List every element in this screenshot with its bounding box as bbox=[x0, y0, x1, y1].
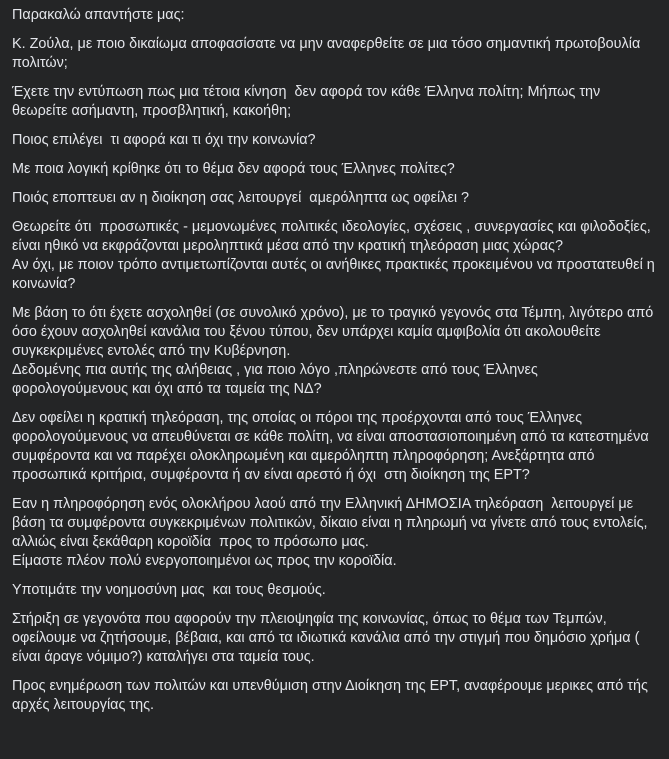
paragraph: Ποιός εποπτευει αν η διοίκηση σας λειτουργεί αμερόληπτα ως οφείλει ? bbox=[12, 190, 470, 206]
paragraph: Στήριξη σε γεγονότα που αφορούν την πλειοψηφία της κοινωνίας, όπως το θέμα των Τεμπών, οφείλουμε να ζητήσουμε, βέβαια, και από τα ιδιωτικά κανάλια από την στιγμή που δημόσιο χρήμα ( είναι άραγε νόμιμο?) καταλήγει στα ταμεία τους. bbox=[12, 611, 644, 665]
paragraph: Ποιος επιλέγει τι αφορά και τι όχι την κοινωνία? bbox=[12, 132, 316, 148]
paragraph: Με βάση το ότι έχετε ασχοληθεί (σε συνολικό χρόνο), με το τραγικό γεγονός στα Τέμπη, λιγότερο από όσο έχουν ασχοληθεί κανάλια του ξένου τύπου, δεν υπάρχει καμία αμφιβολία ότι ακολουθείτε συγκεκριμένες εντολές από την Κυβέρνηση. Δεδομένης πια αυτής της αλήθειας , για ποιο λόγο ,πληρώνεστε από τους Έλληνες φορολογούμενους και όχι από τα ταμεία της ΝΔ? bbox=[12, 305, 654, 397]
paragraph: Εαν η πληροφόρηση ενός ολοκλήρου λαού από την Ελληνική ΔΗΜΟΣΙΑ τηλεόραση λειτουργεί με βάση τα συμφέροντα συγκεκριμένων πολιτικών, δίκαιο είναι η πληρωμή να γίνετε από τους εντολείς, αλλιώς είναι ξεκάθαρη κοροϊδία προς το πρόσωπο μας. Είμαστε πλέον πολύ ενεργοποιημένοι ως προς την κοροϊδία. bbox=[12, 496, 648, 569]
paragraph: Θεωρείτε ότι προσωπικές - μεμονωμένες πολιτικές ιδεολογίες, σχέσεις , συνεργασίες και φιλοδοξίες, είναι ηθικό να εκφράζονται μεροληπτικά μέσα από την κρατική τηλεόραση μιας χώρας? Αν όχι, με ποιον τρόπο αντιμετωπίζονται αυτές οι ανήθικες πρακτικές προκειμένου να προστατευθεί η κοινωνία? bbox=[12, 219, 655, 292]
paragraph: Κ. Ζούλα, με ποιο δικαίωμα αποφασίσατε να μην αναφερθείτε σε μια τόσο σημαντική πρωτοβουλία πολιτών; bbox=[12, 36, 645, 71]
paragraph: Δεν οφείλει η κρατική τηλεόραση, της οποίας οι πόροι της προέρχονται από τους Έλληνες φορολογούμενους να απευθύνεται σε κάθε πολίτη, να είναι αποστασιοποιημένη από τα κατεστημένα συμφέροντα και να παρέχει ολοκληρωμένη και αμερόληπτη πληροφόρηση; Ανεξάρτητα από προσωπικά κριτήρια, συμφέροντα ή αν είναι αρεστό ή όχι στη διοίκηση της ΕΡΤ? bbox=[12, 410, 653, 483]
paragraph: Υποτιμάτε την νοημοσύνη μας και τους θεσμούς. bbox=[12, 582, 326, 598]
paragraph-intro: Παρακαλώ απαντήστε μας: bbox=[12, 7, 185, 23]
paragraph: Με ποια λογική κρίθηκε ότι το θέμα δεν αφορά τους Έλληνες πολίτες? bbox=[12, 161, 455, 177]
paragraph: Έχετε την εντύπωση πως μια τέτοια κίνηση δεν αφορά τον κάθε Έλληνα πολίτη; Μήπως την θεωρείτε ασήμαντη, προσβλητική, κακοήθη; bbox=[12, 84, 605, 119]
paragraph: Προς ενημέρωση των πολιτών και υπενθύμιση στην Διοίκηση της ΕΡΤ, αναφέρουμε μερικες από τής αρχές λειτουργίας της. bbox=[12, 678, 656, 713]
